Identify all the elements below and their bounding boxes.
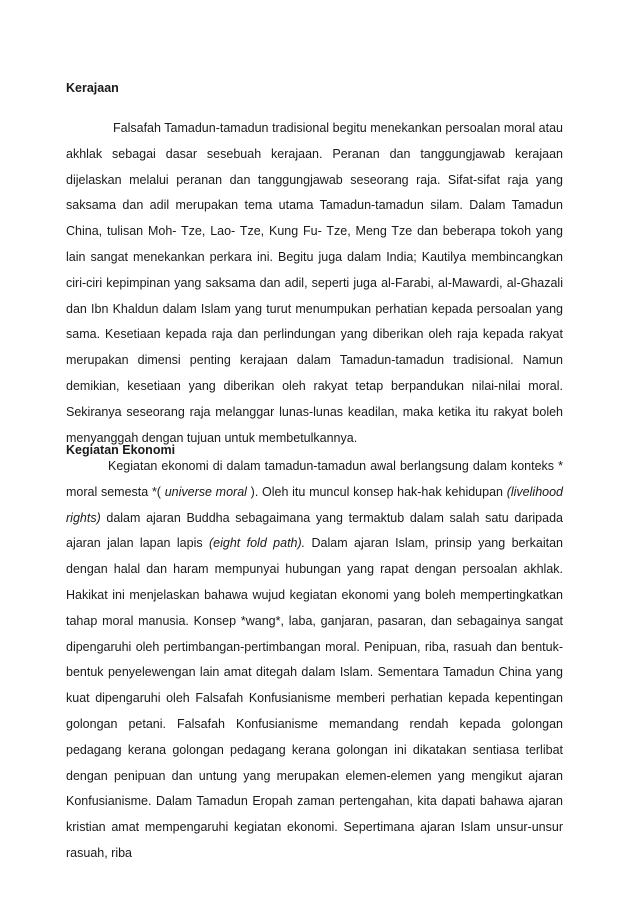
paragraph-segment-italic: universe moral (164, 484, 247, 499)
section-heading-kerajaan: Kerajaan (66, 81, 119, 95)
paragraph-segment-italic: (eight fold path). (208, 536, 306, 551)
paragraph-segment: dalam ajaran Buddha sebagaimana yang termaktub dalam salah satu daripada ajaran jalan lapan lapis (66, 510, 563, 551)
section-heading-kegiatan-ekonomi: Kegiatan Ekonomi (66, 443, 176, 457)
paragraph-segment: Dalam ajaran Islam, prinsip yang berkaitan dengan halal dan haram mempunyai hubungan yang rapat dengan persoalan akhlak. Hakikat ini menjelaskan bahawa wujud kegiatan ekonomi yang boleh mempertingkatkan tahap moral manusia. Konsep *wang*, laba, ganjaran, pasaran, dan sebagainya sangat dipengaruhi oleh pertimbangan-pertimbangan moral. Penipuan, riba, rasuah dan bentuk-bentuk penyelewengan lain amat ditegah dalam Islam. Sementara Tamadun China yang kuat dipengaruhi oleh Falsafah Konfusianisme memberi perhatian kepada kepentingan golongan petani. Falsafah Konfusianisme memandang rendah kepada golongan pedagang kerana golongan pedagang kerana golongan ini dikatakan sentiasa terlibat dengan penipuan dan untung yang merupakan elemen-elemen yang mengikut ajaran Konfusianisme. Dalam Tamadun Eropah zaman pertengahan, kita dapati bahawa ajaran kristian amat mempengaruhi kegiatan ekonomi. Sepertimana ajaran Islam unsur-unsur rasuah, riba (66, 536, 563, 860)
paragraph-segment: ). Oleh itu muncul konsep hak-hak kehidupan (246, 484, 507, 499)
paragraph-segment: Kegiatan ekonomi di dalam tamadun-tamadun awal berlangsung dalam konteks * moral semesta *( (66, 459, 563, 499)
paragraph-segment-italic: (livelihood rights) (66, 484, 563, 525)
paragraph-kegiatan-ekonomi (66, 454, 563, 867)
paragraph-kerajaan: Falsafah Tamadun-tamadun tradisional begitu menekankan persoalan moral atau akhlak sebagai dasar sesebuah kerajaan. Peranan dan tanggungjawab kerajaan dijelaskan melalui peranan dan tanggungjawab seseorang raja. Sifat-sifat raja yang saksama dan adil merupakan tema utama Tamadun-tamadun silam. Dalam Tamadun China, tulisan Moh- Tze, Lao- Tze, Kung Fu- Tze, Meng Tze dan beberapa tokoh yang lain sangat menekankan perkara ini. Begitu juga dalam India; Kautilya membincangkan ciri-ciri kepimpinan yang saksama dan adil, seperti juga al-Farabi, al-Mawardi, al-Ghazali dan Ibn Khaldun dalam Islam yang turut menumpukan perhatian kepada persoalan yang sama. Kesetiaan kepada raja dan perlindungan yang diberikan oleh raja kepada rakyat merupakan dimensi penting kerajaan dalam Tamadun-tamadun tradisional. Namun demikian, kesetiaan yang diberikan oleh rakyat tetap berpandukan nilai-nilai moral. Sekiranya seseorang raja melanggar lunas-lunas keadilan, maka ketika itu rakyat boleh menyanggah dengan tujuan untuk membetulkannya. (66, 121, 563, 445)
